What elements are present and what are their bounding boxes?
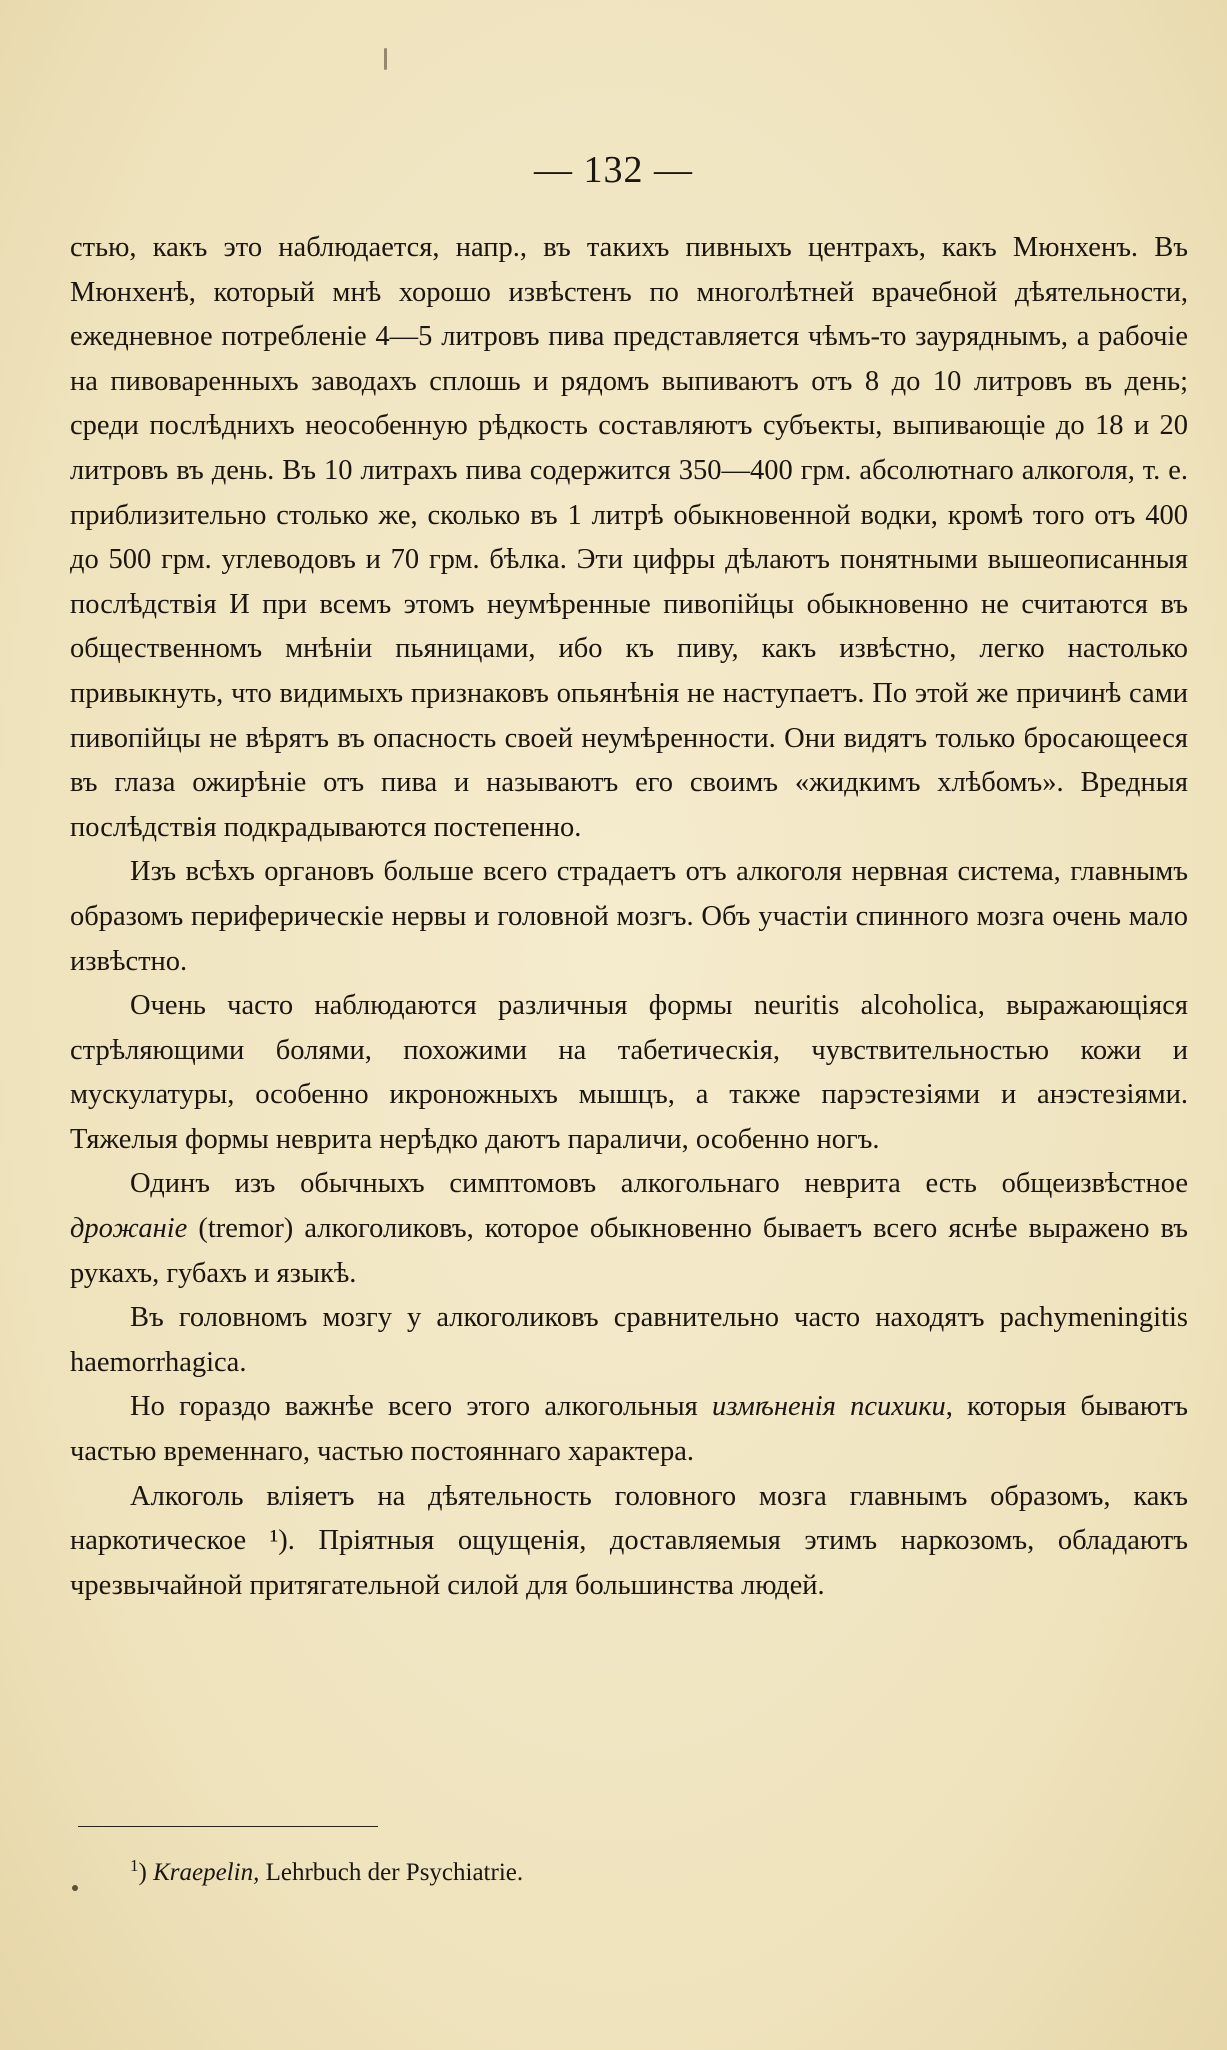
paragraph [70, 1475, 1188, 1609]
italic-term: дрожаніе [70, 1213, 188, 1245]
paragraph [70, 226, 1188, 850]
footnote-author: Kraepelin, [153, 1859, 260, 1886]
footnote-title: Lehrbuch der Psychiatrie. [259, 1859, 524, 1886]
page-speck [384, 48, 387, 70]
paragraph-text: стью, какъ это наблюдается, напр., въ такихъ пивныхъ центрахъ, какъ Мюнхенъ. Въ Мюнхенѣ, который мнѣ хорошо извѣстенъ по многолѣтней врачебной дѣятельности, ежедневное потребленіе 4—5 литровъ пива представляется чѣмъ-то зауряднымъ, а рабочіе на пивоваренныхъ заводахъ сплошь и рядомъ выпиваютъ отъ 8 до 10 литровъ въ день; среди послѣднихъ неособенную рѣдкость составляютъ субъекты, выпивающіе до 18 и 20 литровъ въ день. Въ 10 литрахъ пива содержится 350—400 грм. абсолютнаго алкоголя, т. е. приблизительно столько же, сколько въ 1 литрѣ обыкновенной водки, кромѣ того отъ 400 до 500 грм. углеводовъ и 70 грм. бѣлка. Эти цифры дѣлаютъ понятными вышеописанныя послѣдствія И при всемъ этомъ неумѣренные пивопійцы обыкновенно не считаются въ общественномъ мнѣніи пьяницами, ибо къ пиву, какъ извѣстно, легко настолько привыкнуть, что видимыхъ признаковъ опьянѣнія не наступаетъ. По этой же причинѣ сами пивопійцы не вѣрятъ въ опасность своей неумѣренности. Они видятъ только бросающееся въ глаза ожирѣніе отъ пива и называютъ его своимъ «жидкимъ хлѣбомъ». Вредныя послѣдствія подкрадываются постепенно. [70, 232, 1188, 843]
footnote-divider [78, 1826, 378, 1827]
paragraph [70, 1296, 1188, 1385]
page-number: — 132 — [534, 149, 693, 191]
paragraph [70, 1385, 1188, 1474]
body-text [70, 226, 1188, 1608]
paragraph-text: Но гораздо важнѣе всего этого алкогольныя [130, 1391, 712, 1423]
paragraph-text: Изъ всѣхъ органовъ больше всего страдаетъ отъ алкоголя нервная система, главнымъ образомъ периферическіе нервы и головной мозгъ. Объ участіи спинного мозга очень мало извѣстно. [70, 856, 1188, 977]
paragraph-text: Въ головномъ мозгу у алкоголиковъ сравнительно часто находятъ pachymeningitis haemorrhagica. [70, 1302, 1188, 1378]
paragraph-text: Очень часто наблюдаются различныя формы neuritis alcoholica, выражающіяся стрѣляющими болями, похожими на табетическія, чувствительностью кожи и мускулатуры, особенно икроножныхъ мышцъ, а также парэстезіями и анэстезіями. Тяжелыя формы неврита нерѣдко даютъ параличи, особенно ногъ. [70, 990, 1188, 1155]
italic-term: измѣненія психики [711, 1391, 946, 1423]
paragraph [70, 850, 1188, 984]
footnote-marker: 1 [130, 1856, 139, 1875]
paragraph-text: (tremor) алкоголиковъ, которое обыкновенно бываетъ всего яснѣе выражено въ рукахъ, губахъ и языкѣ. [70, 1213, 1188, 1289]
paragraph-text: Алкоголь вліяетъ на дѣятельность головного мозга главнымъ образомъ, какъ наркотическое ¹). Пріятныя ощущенія, доставляемыя этимъ наркозомъ, обладаютъ чрезвычайной притягательной силой для большинства людей. [70, 1480, 1188, 1601]
paragraph [70, 1162, 1188, 1296]
footnote: $^1$) Kraepelin, Lehrbuch der Psychiatrie. [130, 1856, 524, 1886]
paragraph-text: , которыя бываютъ частью временнаго, частью постояннаго характера. [70, 1391, 1188, 1468]
page-speck [72, 1885, 78, 1891]
paragraph [70, 984, 1188, 1162]
paragraph-text: Одинъ изъ обычныхъ симптомовъ алкогольнаго неврита есть общеизвѣстное [130, 1168, 1188, 1200]
